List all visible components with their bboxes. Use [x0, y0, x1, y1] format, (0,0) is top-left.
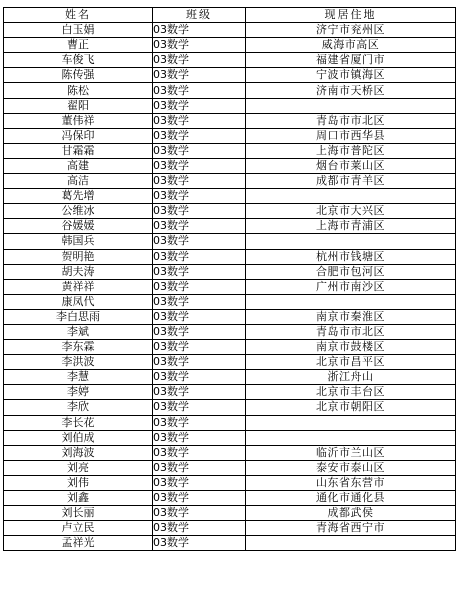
name-cell: 曹正 [4, 38, 153, 53]
address-cell: 青海省西宁市 [246, 521, 456, 536]
address-cell: 通化市通化县 [246, 491, 456, 506]
table-row [4, 23, 456, 38]
class-cell: 03数学 [153, 98, 246, 113]
table-row [4, 415, 456, 430]
class-cell: 03数学 [153, 385, 246, 400]
table-row [4, 536, 456, 551]
name-cell: 李婷 [4, 385, 153, 400]
name-cell: 陈松 [4, 83, 153, 98]
table-row [4, 460, 456, 475]
table-row [4, 430, 456, 445]
name-cell: 黄祥祥 [4, 279, 153, 294]
class-cell: 03数学 [153, 23, 246, 38]
class-cell: 03数学 [153, 491, 246, 506]
name-cell: 李长花 [4, 415, 153, 430]
name-cell: 刘亮 [4, 460, 153, 475]
table-row [4, 113, 456, 128]
table-row [4, 204, 456, 219]
header-address: 现居住地 [246, 8, 456, 23]
table-row [4, 128, 456, 143]
table-row [4, 521, 456, 536]
address-cell: 成都市青羊区 [246, 174, 456, 189]
class-cell: 03数学 [153, 174, 246, 189]
address-cell: 广州市南沙区 [246, 279, 456, 294]
address-cell [246, 234, 456, 249]
name-cell: 翟阳 [4, 98, 153, 113]
class-cell: 03数学 [153, 68, 246, 83]
table-row [4, 98, 456, 113]
class-cell: 03数学 [153, 536, 246, 551]
class-cell: 03数学 [153, 506, 246, 521]
table-row [4, 264, 456, 279]
table-row [4, 385, 456, 400]
class-cell: 03数学 [153, 38, 246, 53]
name-cell: 刘伟 [4, 475, 153, 490]
address-cell: 山东省东营市 [246, 475, 456, 490]
address-cell: 泰安市泰山区 [246, 460, 456, 475]
address-cell: 北京市丰台区 [246, 385, 456, 400]
class-cell: 03数学 [153, 219, 246, 234]
class-cell: 03数学 [153, 113, 246, 128]
class-cell: 03数学 [153, 430, 246, 445]
table-row [4, 475, 456, 490]
name-cell: 谷媛媛 [4, 219, 153, 234]
name-cell: 刘伯成 [4, 430, 153, 445]
address-cell: 北京市昌平区 [246, 355, 456, 370]
address-cell: 济宁市兖州区 [246, 23, 456, 38]
table-row [4, 189, 456, 204]
class-cell: 03数学 [153, 143, 246, 158]
name-cell: 胡夫涛 [4, 264, 153, 279]
class-cell: 03数学 [153, 53, 246, 68]
class-cell: 03数学 [153, 83, 246, 98]
name-cell: 刘海波 [4, 445, 153, 460]
address-cell: 合肥市包河区 [246, 264, 456, 279]
name-cell: 刘长丽 [4, 506, 153, 521]
table-row [4, 491, 456, 506]
address-cell [246, 98, 456, 113]
address-cell [246, 189, 456, 204]
address-cell: 南京市秦淮区 [246, 309, 456, 324]
address-cell: 北京市大兴区 [246, 204, 456, 219]
class-cell: 03数学 [153, 158, 246, 173]
class-cell: 03数学 [153, 460, 246, 475]
header-row [4, 8, 456, 23]
table-row [4, 279, 456, 294]
class-cell: 03数学 [153, 309, 246, 324]
address-cell: 上海市普陀区 [246, 143, 456, 158]
address-cell [246, 415, 456, 430]
address-cell: 宁波市镇海区 [246, 68, 456, 83]
table-row [4, 83, 456, 98]
table-row [4, 340, 456, 355]
name-cell: 冯保印 [4, 128, 153, 143]
name-cell: 康凤代 [4, 294, 153, 309]
table-row [4, 370, 456, 385]
table-row [4, 234, 456, 249]
header-name: 姓名 [4, 8, 153, 23]
address-cell: 青岛市市北区 [246, 113, 456, 128]
address-cell: 周口市西华县 [246, 128, 456, 143]
table-row [4, 38, 456, 53]
address-cell: 成都武侯 [246, 506, 456, 521]
address-cell: 北京市朝阳区 [246, 400, 456, 415]
address-cell: 上海市青浦区 [246, 219, 456, 234]
class-cell: 03数学 [153, 415, 246, 430]
name-cell: 高建 [4, 158, 153, 173]
name-cell: 李慧 [4, 370, 153, 385]
name-cell: 车俊飞 [4, 53, 153, 68]
address-cell: 浙江舟山 [246, 370, 456, 385]
class-cell: 03数学 [153, 189, 246, 204]
address-cell [246, 536, 456, 551]
name-cell: 卢立民 [4, 521, 153, 536]
class-cell: 03数学 [153, 279, 246, 294]
name-cell: 高洁 [4, 174, 153, 189]
name-cell: 李欣 [4, 400, 153, 415]
table-row [4, 294, 456, 309]
address-cell: 福建省厦门市 [246, 53, 456, 68]
table-row [4, 158, 456, 173]
table-row [4, 445, 456, 460]
class-cell: 03数学 [153, 294, 246, 309]
name-cell: 白玉娟 [4, 23, 153, 38]
class-cell: 03数学 [153, 204, 246, 219]
address-cell: 威海市高区 [246, 38, 456, 53]
address-cell: 临沂市兰山区 [246, 445, 456, 460]
address-cell: 烟台市莱山区 [246, 158, 456, 173]
class-cell: 03数学 [153, 264, 246, 279]
name-cell: 李白思雨 [4, 309, 153, 324]
name-cell: 刘鑫 [4, 491, 153, 506]
table-row [4, 53, 456, 68]
class-cell: 03数学 [153, 249, 246, 264]
name-cell: 韩国兵 [4, 234, 153, 249]
header-class: 班级 [153, 8, 246, 23]
class-cell: 03数学 [153, 128, 246, 143]
class-cell: 03数学 [153, 324, 246, 339]
address-cell [246, 430, 456, 445]
table-row [4, 219, 456, 234]
address-cell: 青岛市市北区 [246, 324, 456, 339]
table-row [4, 309, 456, 324]
class-cell: 03数学 [153, 400, 246, 415]
roster-table [3, 7, 456, 551]
name-cell: 李洪波 [4, 355, 153, 370]
class-cell: 03数学 [153, 355, 246, 370]
name-cell: 李斌 [4, 324, 153, 339]
name-cell: 贺明艳 [4, 249, 153, 264]
address-cell: 杭州市钱塘区 [246, 249, 456, 264]
address-cell: 济南市天桥区 [246, 83, 456, 98]
table-row [4, 143, 456, 158]
address-cell: 南京市鼓楼区 [246, 340, 456, 355]
class-cell: 03数学 [153, 521, 246, 536]
name-cell: 甘霜霜 [4, 143, 153, 158]
class-cell: 03数学 [153, 370, 246, 385]
name-cell: 公维冰 [4, 204, 153, 219]
table-row [4, 324, 456, 339]
table-row [4, 174, 456, 189]
class-cell: 03数学 [153, 340, 246, 355]
table-row [4, 68, 456, 83]
table-row [4, 506, 456, 521]
class-cell: 03数学 [153, 234, 246, 249]
class-cell: 03数学 [153, 445, 246, 460]
name-cell: 葛先增 [4, 189, 153, 204]
name-cell: 董伟祥 [4, 113, 153, 128]
table-row [4, 355, 456, 370]
class-cell: 03数学 [153, 475, 246, 490]
table-row [4, 400, 456, 415]
name-cell: 孟祥光 [4, 536, 153, 551]
address-cell [246, 294, 456, 309]
name-cell: 李东霖 [4, 340, 153, 355]
name-cell: 陈传强 [4, 68, 153, 83]
table-row [4, 249, 456, 264]
